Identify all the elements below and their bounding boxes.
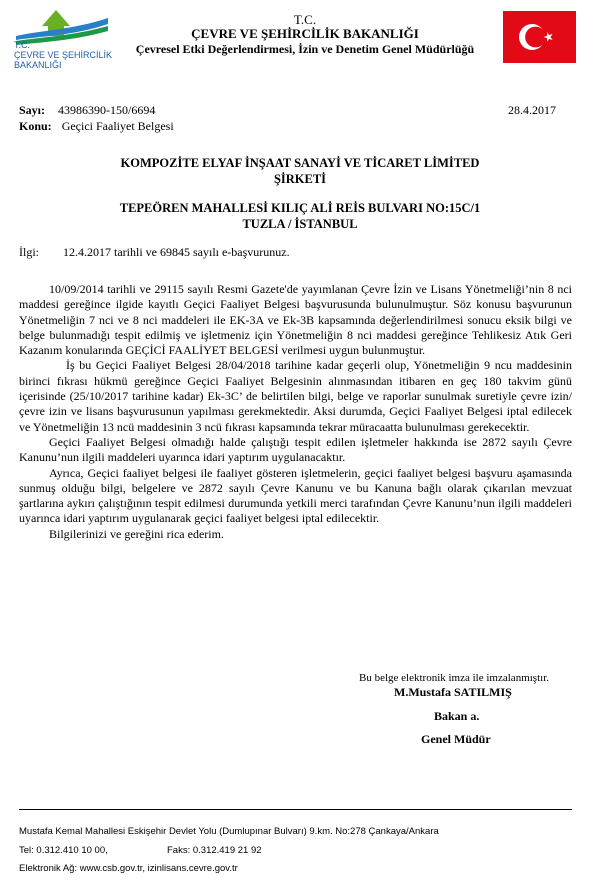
sayi-row	[19, 103, 155, 118]
recipient-company	[70, 155, 530, 187]
paragraph-2: İş bu Geçici Faaliyet Belgesi 28/04/2018 tarihine kadar geçerli olup, Yönetmeliğin 9 ncu maddesinin birinci fıkrası hükmü gereğince Geçici Faaliyet Belgesinin alınmasından itibaren en geç 180 takvim günü içerisinde (25/10/2017 tarihine kadar) Ek-3C’ de belirtilen bilgi, belge ve raporlar sunulmak suretiyle çevre izin/çevre izin ve lisans başvurusunun yapılması gerekmektedir. Aksi durumda, Geçici Faaliyet Belgesi iptal edilecek ve Yönetmeliğin 13 ncü maddesinin 3 ncü fıkrası kapsamında tekrar müracaatta bulunulması gerekecektir.	[19, 358, 572, 434]
signatory-title-1: Bakan a.	[434, 709, 480, 723]
address-line-1: TEPEÖREN MAHALLESİ KILIÇ ALİ REİS BULVARI NO:15C/1	[119, 201, 481, 215]
letter-body	[19, 282, 572, 542]
logo-text	[14, 40, 124, 70]
footer-fax: Faks: 0.312.419 21 92	[167, 845, 262, 856]
konu-value: Geçici Faaliyet Belgesi	[61, 119, 174, 133]
recipient-address	[70, 200, 530, 232]
logo-text-line: T.C.	[14, 40, 31, 50]
paragraph-1: 10/09/2014 tarihli ve 29115 sayılı Resmi Gazete'de yayımlanan Çevre İzin ve Lisans Yönetmeliği’nin 8 nci maddesi gereğince ilgide kayıtlı Geçici Faaliyet Belgesi başvurusunda bulunulmuştur. Söz konusu başvurunun Yönetmeliğin 7 nci ve 8 nci maddeleri ile EK-3A ve Ek-3B kapsamında değerlendirilmesi sonucu eksik bilgi ve belge bulunmadığı tespit edilmiş ve işletmeniz için Yönetmeliğin 8 nci maddesi gereğince Tehlikesiz Atık Geri Kazanım konularında GEÇİCİ FAALİYET BELGESİ verilmesi uygun bulunmuştur.	[19, 282, 572, 358]
e-signature-note: Bu belge elektronik imza ile imzalanmıştır.	[359, 672, 550, 684]
paragraph-5: Bilgilerinizi ve gereğini rica ederim.	[49, 526, 224, 541]
footer-address: Mustafa Kemal Mahallesi Eskişehir Devlet Yolu (Dumlupınar Bulvarı) 9.km. No:278 Çankaya/Ankara	[19, 826, 439, 837]
ilgi-label: İlgi:	[19, 245, 39, 259]
ilgi-row	[19, 245, 290, 260]
sayi-value: 43986390-150/6694	[58, 103, 156, 117]
company-line-1: KOMPOZİTE ELYAF İNŞAAT SANAYİ VE TİCARET LİMİTED	[120, 156, 480, 170]
header-directorate: Çevresel Etki Değerlendirmesi, İzin ve Denetim Genel Müdürlüğü	[135, 42, 475, 56]
paragraph-4: Ayrıca, Geçici faaliyet belgesi ile faaliyet gösteren işletmelerin, geçici faaliyet belgesi başvuru aşamasında sunmuş olduğu bilgi, belgelere ve 2872 sayılı Çevre Kanunu ve bu Kanuna bağlı olarak çıkarılan mevzuat şartlarına aykırı çalıştığının tespit edilmesi durumunda yetkili merci tarafından Çevre Kanunu’nun ilgili maddeleri uyarınca idari yaptırım uygulanarak geçici faaliyet belgesi iptal edilecektir.	[19, 465, 572, 526]
flag-crescent-inner	[525, 27, 546, 48]
footer-tel: Tel: 0.312.410 10 00,	[19, 845, 108, 856]
turkish-flag	[503, 11, 576, 63]
konu-label: Konu:	[19, 119, 52, 133]
paragraph-3: Geçici Faaliyet Belgesi olmadığı halde çalıştığı tespit edilen işletmeler hakkında ise 2872 sayılı Çevre Kanunu’nun ilgili maddeleri uyarınca idari yaptırım uygulanacaktır.	[19, 434, 572, 465]
ilgi-value: 12.4.2017 tarihli ve 69845 sayılı e-başvurunuz.	[63, 245, 290, 259]
logo-house-roof	[42, 10, 70, 26]
logo-text-line: BAKANLIĞI	[14, 60, 62, 70]
address-line-2: TUZLA / İSTANBUL	[242, 217, 358, 231]
header-tc: T.C.	[293, 12, 317, 27]
signatory-title-2: Genel Müdür	[421, 732, 491, 746]
company-line-2: ŞİRKETİ	[273, 172, 327, 186]
document-date: 28.4.2017	[508, 103, 556, 117]
footer-web: Elektronik Ağ: www.csb.gov.tr, izinlisans.cevre.gov.tr	[19, 863, 238, 874]
footer-divider	[19, 809, 572, 810]
konu-row	[19, 119, 174, 134]
header-ministry: ÇEVRE VE ŞEHİRCİLİK BAKANLIĞI	[191, 26, 419, 41]
signatory-name: M.Mustafa SATILMIŞ	[394, 685, 512, 699]
sayi-label: Sayı:	[19, 103, 46, 117]
logo-text-line: ÇEVRE VE ŞEHİRCİLİK	[14, 50, 113, 60]
